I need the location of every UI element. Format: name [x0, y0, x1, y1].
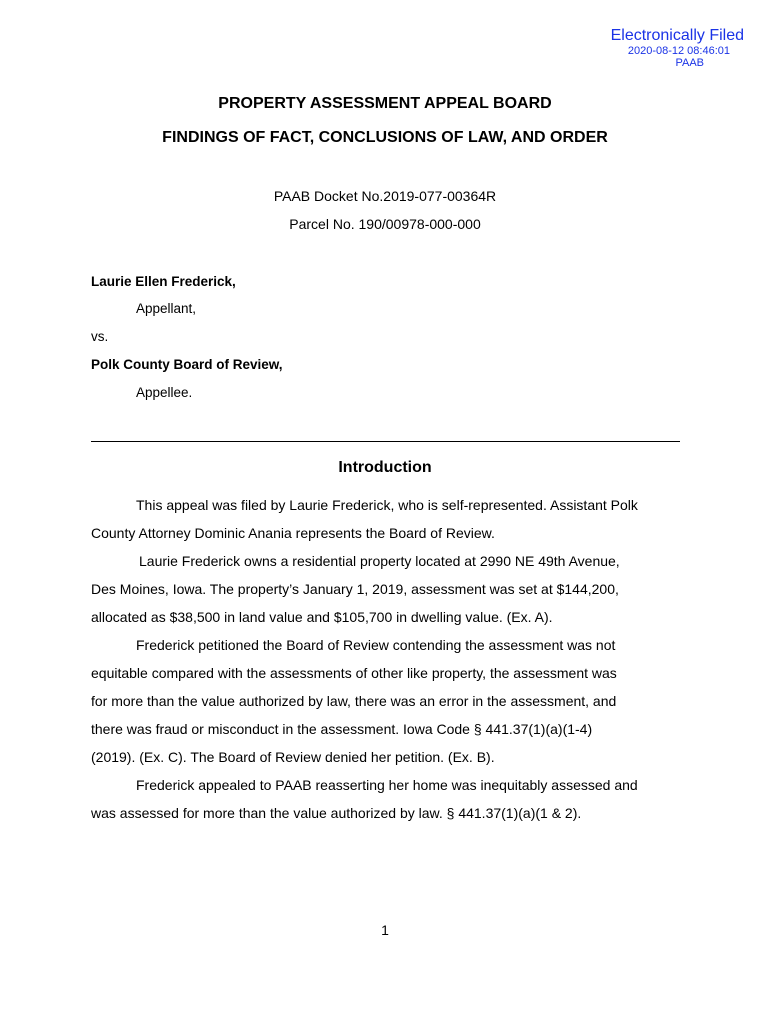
- stamp-label: Electronically Filed: [610, 27, 744, 44]
- versus-label: vs.: [91, 329, 109, 344]
- appellant-role: Appellant,: [136, 301, 197, 316]
- section-heading-introduction: Introduction: [338, 459, 432, 476]
- docket-number: PAAB Docket No.2019-077-00364R: [273, 188, 497, 204]
- board-title: PROPERTY ASSESSMENT APPEAL BOARD: [218, 95, 552, 112]
- paragraph-3: Frederick petitioned the Board of Review contending the assessment was not equitable compared with the assessments of other like property, the assessment was for more than the value authorized by law, there was an error in the assessment, and there was fraud or misconduct in the assessment. Iowa Code § 441.37(1)(a)(1-4) (2019). (Ex. C). The Board of Review denied her petition. (Ex. B).: [91, 637, 617, 765]
- stamp-timestamp: 2020-08-12 08:46:01: [627, 45, 730, 57]
- parcel-number: Parcel No. 190/00978-000-000: [289, 216, 481, 232]
- appellant-name: Laurie Ellen Frederick,: [91, 274, 236, 289]
- paragraph-1: This appeal was filed by Laurie Frederick, who is self-represented. Assistant Polk County Attorney Dominic Anania represents the Board of Review.: [91, 497, 638, 541]
- document-title: FINDINGS OF FACT, CONCLUSIONS OF LAW, AND ORDER: [162, 129, 608, 146]
- appellee-name: Polk County Board of Review,: [91, 357, 283, 372]
- stamp-agency: PAAB: [675, 57, 704, 69]
- page-number: 1: [381, 922, 389, 938]
- electronic-filing-stamp: [544, 27, 744, 69]
- introduction-body: [91, 491, 691, 827]
- paragraph-4: Frederick appealed to PAAB reasserting her home was inequitably assessed and was assessed for more than the value authorized by law. § 441.37(1)(a)(1 & 2).: [91, 777, 638, 821]
- paragraph-2: Laurie Frederick owns a residential property located at 2990 NE 49th Avenue, Des Moines, Iowa. The property’s January 1, 2019, assessment was set at $144,200, allocated as $38,500 in land value and $105,700 in dwelling value. (Ex. A).: [91, 553, 620, 625]
- section-divider: [91, 441, 680, 442]
- appellee-role: Appellee.: [136, 385, 193, 400]
